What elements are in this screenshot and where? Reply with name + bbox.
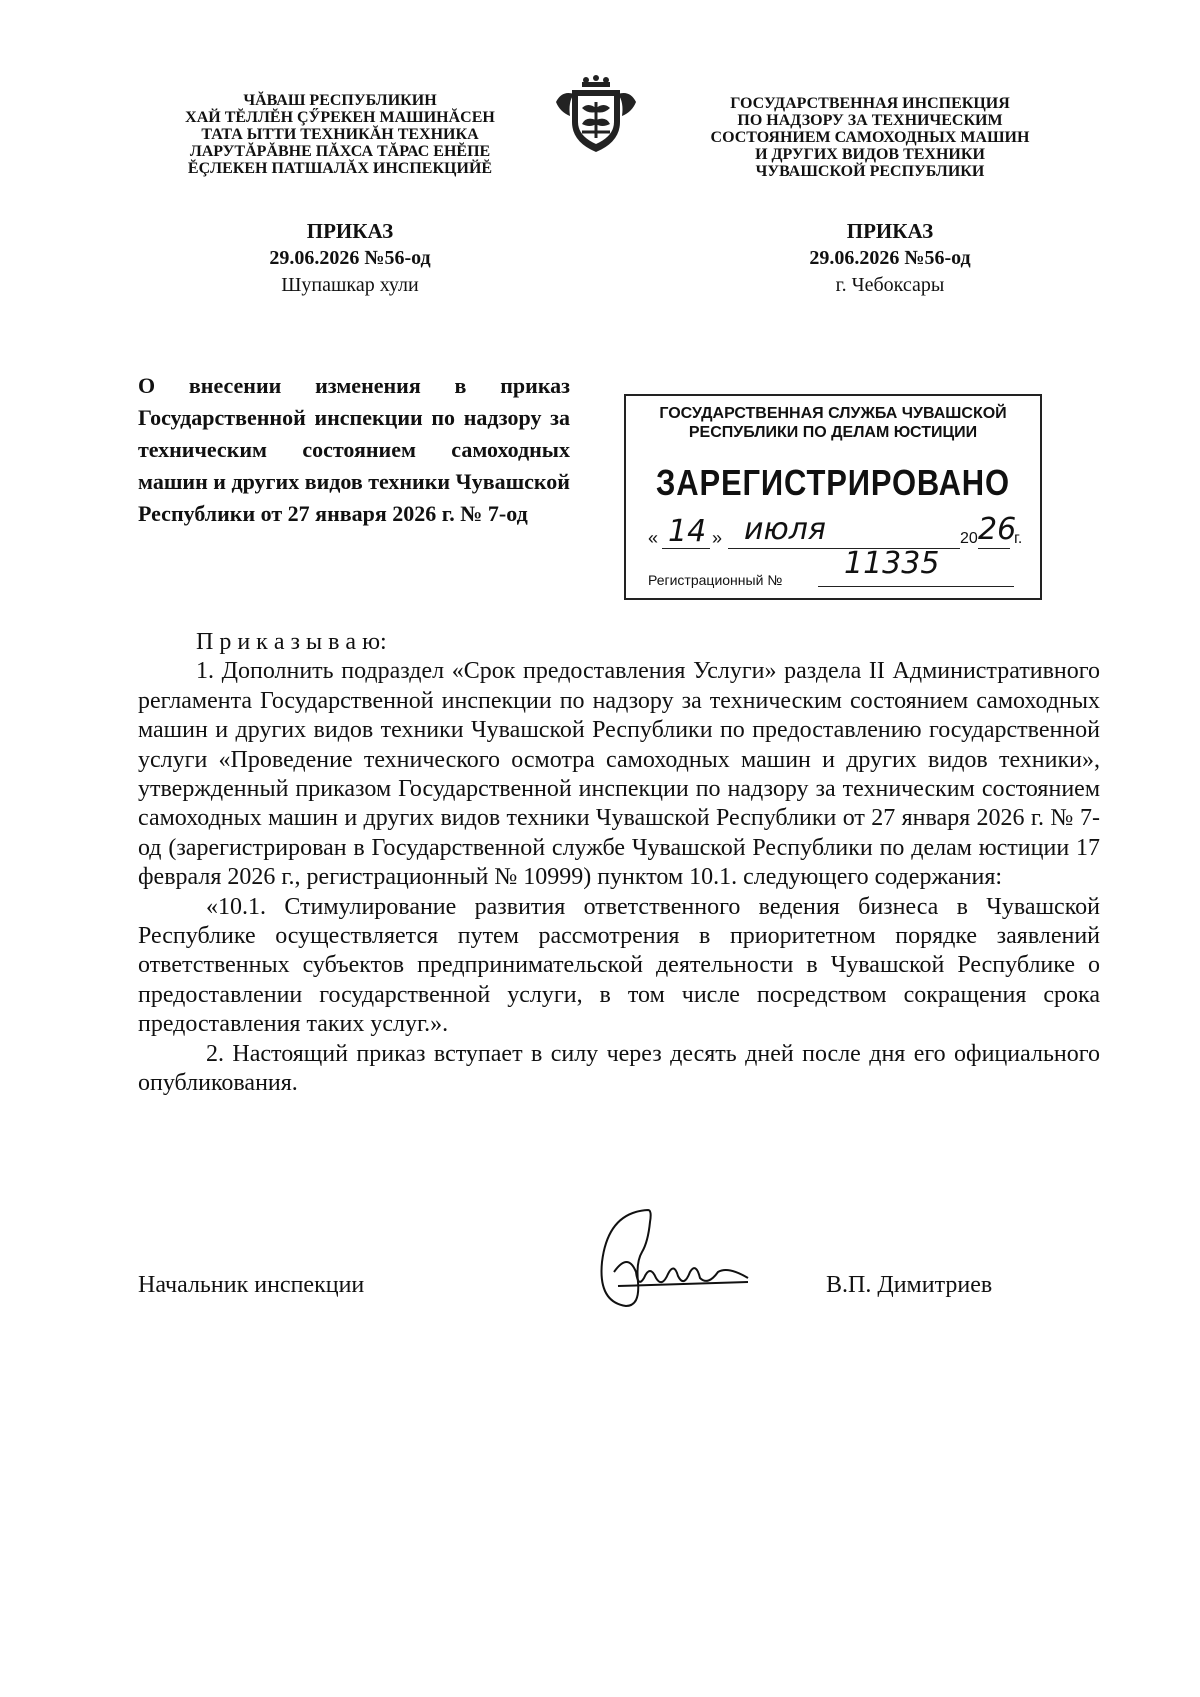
signatory-position: Начальник инспекции xyxy=(138,1272,365,1298)
stamp-year-suffix: 26 xyxy=(978,512,1017,547)
header-right-line: ГОСУДАРСТВЕННАЯ ИНСПЕКЦИЯ xyxy=(730,95,1010,112)
signature-row xyxy=(138,1268,1098,1308)
stamp-reg-label: Регистрационный № xyxy=(648,572,783,588)
stamp-day-underline xyxy=(662,548,710,549)
order-city: г. Чебоксары xyxy=(835,274,945,296)
stamp-org-line: ГОСУДАРСТВЕННАЯ СЛУЖБА ЧУВАШСКОЙ xyxy=(659,405,1007,422)
stamp-day: 14 xyxy=(668,514,707,549)
stamp-month: июля xyxy=(744,512,826,547)
header-right-org xyxy=(680,95,1060,180)
header-left-line: ХАЙ ТĔЛЛĔН ÇӲРЕКЕН МАШИНĂСЕН xyxy=(185,109,495,126)
stamp-date-line xyxy=(648,512,1028,554)
stamp-quote-close: » xyxy=(712,528,723,548)
stamp-status: ЗАРЕГИСТРИРОВАНО xyxy=(656,462,1010,503)
stamp-org xyxy=(626,404,1040,442)
registration-stamp xyxy=(624,394,1042,600)
stamp-quote-open: « xyxy=(648,528,659,548)
stamp-year-unit: г. xyxy=(1014,530,1023,547)
stamp-org-line: РЕСПУБЛИКИ ПО ДЕЛАМ ЮСТИЦИИ xyxy=(688,424,978,441)
order-title: ПРИКАЗ xyxy=(846,219,934,243)
stamp-reg-line xyxy=(648,546,1028,594)
header-left-line: ЧĂВАШ РЕСПУБЛИКИН xyxy=(243,92,437,109)
chuvashia-emblem-icon xyxy=(548,72,644,156)
header-right-line: И ДРУГИХ ВИДОВ ТЕХНИКИ xyxy=(755,146,985,163)
header-left-line: ТАТА ЫТТИ ТЕХНИКĂН ТЕХНИКА xyxy=(201,126,479,143)
header-left-org xyxy=(150,92,530,177)
header-right-line: ПО НАДЗОРУ ЗА ТЕХНИЧЕСКИМ xyxy=(737,112,1003,129)
header-right-line: ЧУВАШСКОЙ РЕСПУБЛИКИ xyxy=(755,163,985,180)
order-block-left xyxy=(180,218,520,299)
order-block-right xyxy=(720,218,1060,299)
body-item-1-quote: «10.1. Стимулирование развития ответственного ведения бизнеса в Чувашской Республике осуществляется путем рассмотрения в приоритетном порядке заявлений ответственных субъектов предпринимательской деятельности в Чувашской Республике о предоставлении государственной услуги, в том числе посредством сокращения срока предоставления таких услуг.». xyxy=(138,893,1100,1038)
body-item-1: 1. Дополнить подраздел «Срок предоставления Услуги» раздела II Административного регламента Государственной инспекции по надзору за техническим состоянием самоходных машин и других видов техники Чувашской Республики по предоставлению государственной услуги «Проведение технического осмотра самоходных машин и других видов техники», утвержденный приказом Государственной инспекции по надзору за техническим состоянием самоходных машин и других видов техники Чувашской Республики от 27 января 2026 г. № 7-од (зарегистрирован в Государственной службе Чувашской Республики по делам юстиции 17 февраля 2026 г., регистрационный № 10999) пунктом 10.1. следующего содержания: xyxy=(138,658,1100,891)
stamp-year-underline xyxy=(978,548,1010,549)
header-right-line: СОСТОЯНИЕМ САМОХОДНЫХ МАШИН xyxy=(710,129,1030,146)
body-preamble: П р и к а з ы в а ю: xyxy=(196,629,387,655)
handwritten-signature xyxy=(578,1202,778,1319)
order-city: Шупашкар хули xyxy=(281,274,419,296)
stamp-reg-number: 11335 xyxy=(844,546,940,581)
header-left-line: ЛАРУТĂРĂВНЕ ПĂХСА ТĂРАС ЕНĔПЕ xyxy=(189,143,491,160)
order-title: ПРИКАЗ xyxy=(306,219,394,243)
document-body xyxy=(138,628,1100,1099)
signatory-name: В.П. Димитриев xyxy=(826,1272,993,1298)
body-item-2: 2. Настоящий приказ вступает в силу через десять дней после дня его официального опубликования. xyxy=(138,1040,1100,1097)
stamp-reg-underline xyxy=(818,586,1014,587)
document-title: О внесении изменения в приказ Государственной инспекции по надзору за техническим состоянием самоходных машин и других видов техники Чувашской Республики от 27 января 2026 г. № 7-од xyxy=(138,373,570,526)
stamp-year-prefix: 20 xyxy=(960,530,978,547)
header-left-line: ĔÇЛЕКЕН ПАТШАЛĂХ ИНСПЕКЦИЙĔ xyxy=(187,160,493,177)
order-number: 29.06.2026 №56-од xyxy=(809,247,971,269)
order-number: 29.06.2026 №56-од xyxy=(269,247,431,269)
